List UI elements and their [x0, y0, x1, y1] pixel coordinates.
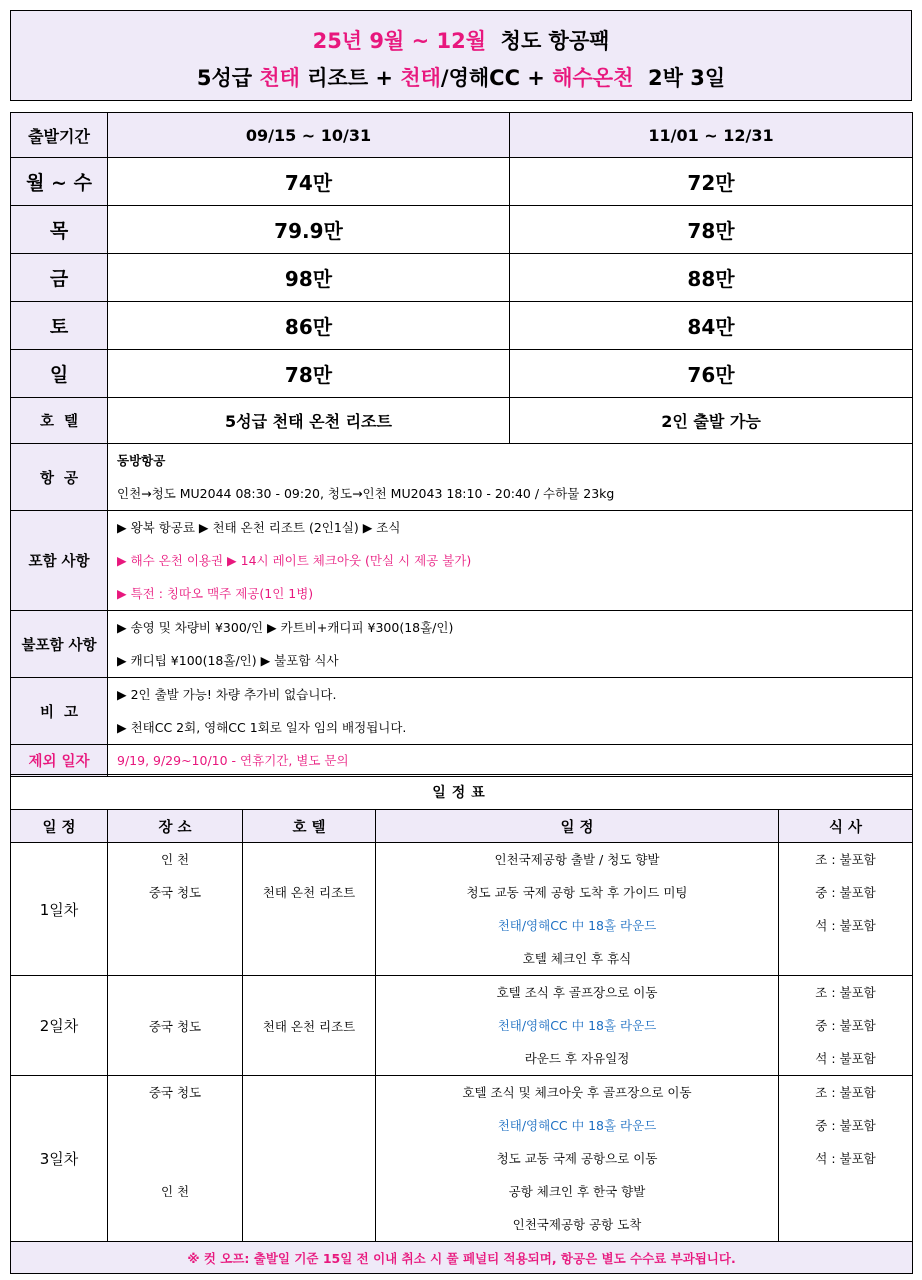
weekday-label: 금 — [11, 254, 108, 302]
airline-name: 동방항공 — [117, 453, 166, 468]
notes-label: 비 고 — [11, 678, 108, 745]
title-period: 25년 9월 ~ 12월 — [312, 29, 487, 53]
place-line: 인 천 — [160, 1184, 190, 1199]
schedule-line: 천태/영해CC 中 18홀 라운드 — [497, 1118, 657, 1133]
meal-line: 중 : 불포함 — [815, 885, 876, 900]
col-header-day: 일 정 — [11, 810, 108, 843]
excluded-dates-label: 제외 일자 — [11, 745, 108, 777]
schedule-line: 호텔 조식 후 골프장으로 이동 — [496, 985, 658, 1000]
period-corner: 출발기간 — [11, 113, 108, 158]
day-label: 2일차 — [11, 976, 108, 1076]
title-line-1 — [11, 25, 911, 55]
hotel-cell — [243, 843, 376, 976]
itinerary-title: 일정표 — [11, 775, 913, 810]
price-table — [10, 112, 913, 777]
col-header-meals: 식 사 — [779, 810, 913, 843]
place-line: 인 천 — [160, 852, 190, 867]
place-line — [108, 1109, 242, 1142]
title-line-2 — [11, 62, 911, 92]
place-cell: 중국 청도 — [108, 976, 243, 1076]
title-product: 청도 항공팩 — [500, 29, 610, 53]
airline-label: 항 공 — [11, 444, 108, 511]
place-line: 중국 청도 — [148, 1085, 202, 1100]
cancellation-policy: ※ 컷 오프: 출발일 기준 15일 전 이내 취소 시 풀 페널티 적용되며, 항공은 별도 수수료 부과됩니다. — [11, 1242, 913, 1274]
airline-info — [108, 444, 913, 511]
place-line: 중국 청도 — [148, 885, 202, 900]
schedule-line: 인천국제공항 출발 / 청도 향발 — [494, 852, 660, 867]
price-cell: 76만 — [510, 350, 913, 398]
itinerary-table — [10, 774, 913, 1274]
notes-line: ▶ 2인 출발 가능! 차량 추가비 없습니다. — [117, 687, 337, 702]
schedule-line: 청도 교동 국제 공항 도착 후 가이드 미팅 — [466, 885, 688, 900]
meal-line: 중 : 불포함 — [815, 1018, 876, 1033]
hotel-name: 5성급 천태 온천 리조트 — [108, 398, 510, 444]
included-line: ▶ 특전 : 칭따오 맥주 제공(1인 1병) — [117, 586, 314, 601]
meal-line: 석 : 불포함 — [815, 918, 876, 933]
place-line — [108, 1142, 242, 1175]
excluded-dates: 9/19, 9/29~10/10 - 연휴기간, 별도 문의 — [108, 745, 913, 777]
col-header-hotel: 호 텔 — [243, 810, 376, 843]
meals-cell — [779, 843, 913, 976]
meal-line: 석 : 불포함 — [815, 1051, 876, 1066]
title-seg: /영해CC + — [440, 66, 553, 90]
period-header: 09/15 ~ 10/31 — [108, 113, 510, 158]
place-cell — [108, 1076, 243, 1242]
included-line: ▶ 왕복 항공료 ▶ 천태 온천 리조트 (2인1실) ▶ 조식 — [117, 520, 401, 535]
schedule-line: 천태/영해CC 中 18홀 라운드 — [497, 1018, 657, 1033]
place-line — [108, 909, 242, 942]
title-seg: 해수온천 — [552, 66, 634, 90]
price-cell: 88만 — [510, 254, 913, 302]
hotel-note: 2인 출발 가능 — [510, 398, 913, 444]
title-seg: 2박 3일 — [633, 66, 726, 90]
title-seg: 천태 — [259, 66, 300, 90]
weekday-label: 토 — [11, 302, 108, 350]
price-cell: 72만 — [510, 158, 913, 206]
weekday-label: 월 ~ 수 — [11, 158, 108, 206]
schedule-line: 청도 교동 국제 공항으로 이동 — [496, 1151, 658, 1166]
price-cell: 84만 — [510, 302, 913, 350]
col-header-schedule: 일 정 — [376, 810, 779, 843]
title-seg: 리조트 + — [299, 66, 401, 90]
meals-cell — [779, 1076, 913, 1242]
hotel-cell — [243, 1076, 376, 1242]
schedule-line: 공항 체크인 후 한국 향발 — [508, 1184, 646, 1199]
price-cell: 74만 — [108, 158, 510, 206]
weekday-label: 일 — [11, 350, 108, 398]
meal-line: 조 : 불포함 — [815, 985, 876, 1000]
day-label: 1일차 — [11, 843, 108, 976]
meal-line: 중 : 불포함 — [815, 1118, 876, 1133]
day-label: 3일차 — [11, 1076, 108, 1242]
included-info — [108, 511, 913, 611]
hotel-cell: 천태 온천 리조트 — [243, 976, 376, 1076]
meals-cell — [779, 976, 913, 1076]
excluded-label: 불포함 사항 — [11, 611, 108, 678]
notes-line: ▶ 천태CC 2회, 영해CC 1회로 일자 임의 배정됩니다. — [117, 720, 407, 735]
weekday-label: 목 — [11, 206, 108, 254]
flight-schedule: 인천→청도 MU2044 08:30 - 09:20, 청도→인천 MU2043 18:10 - 20:40 / 수하물 23kg — [117, 486, 615, 501]
meal-line — [779, 1208, 912, 1241]
notes-info — [108, 678, 913, 745]
schedule-line: 호텔 조식 및 체크아웃 후 골프장으로 이동 — [462, 1085, 692, 1100]
excluded-info — [108, 611, 913, 678]
title-seg: 5성급 — [196, 66, 260, 90]
schedule-cell — [376, 976, 779, 1076]
meal-line: 석 : 불포함 — [815, 1151, 876, 1166]
place-cell — [108, 843, 243, 976]
included-line: ▶ 해수 온천 이용권 ▶ 14시 레이트 체크아웃 (만실 시 제공 불가) — [117, 553, 472, 568]
meal-line — [779, 1175, 912, 1208]
place-line — [108, 1208, 242, 1241]
schedule-line: 인천국제공항 공항 도착 — [512, 1217, 642, 1232]
meal-line — [779, 942, 912, 975]
price-cell: 78만 — [108, 350, 510, 398]
schedule-line: 라운드 후 자유일정 — [524, 1051, 630, 1066]
place-line — [108, 942, 242, 975]
hotel-label: 호 텔 — [11, 398, 108, 444]
schedule-cell — [376, 1076, 779, 1242]
title-banner — [10, 10, 912, 101]
period-header: 11/01 ~ 12/31 — [510, 113, 913, 158]
included-label: 포함 사항 — [11, 511, 108, 611]
schedule-line: 호텔 체크인 후 휴식 — [522, 951, 632, 966]
title-seg: 천태 — [400, 66, 441, 90]
meal-line: 조 : 불포함 — [815, 1085, 876, 1100]
hotel-line: 천태 온천 리조트 — [262, 885, 356, 900]
meal-line: 조 : 불포함 — [815, 852, 876, 867]
excluded-line: ▶ 캐디팁 ¥100(18홀/인) ▶ 불포함 식사 — [117, 653, 339, 668]
col-header-place: 장 소 — [108, 810, 243, 843]
price-cell: 86만 — [108, 302, 510, 350]
price-cell: 98만 — [108, 254, 510, 302]
excluded-line: ▶ 송영 및 차량비 ¥300/인 ▶ 카트비+캐디피 ¥300(18홀/인) — [117, 620, 454, 635]
schedule-line: 천태/영해CC 中 18홀 라운드 — [497, 918, 657, 933]
price-cell: 78만 — [510, 206, 913, 254]
price-cell: 79.9만 — [108, 206, 510, 254]
schedule-cell — [376, 843, 779, 976]
